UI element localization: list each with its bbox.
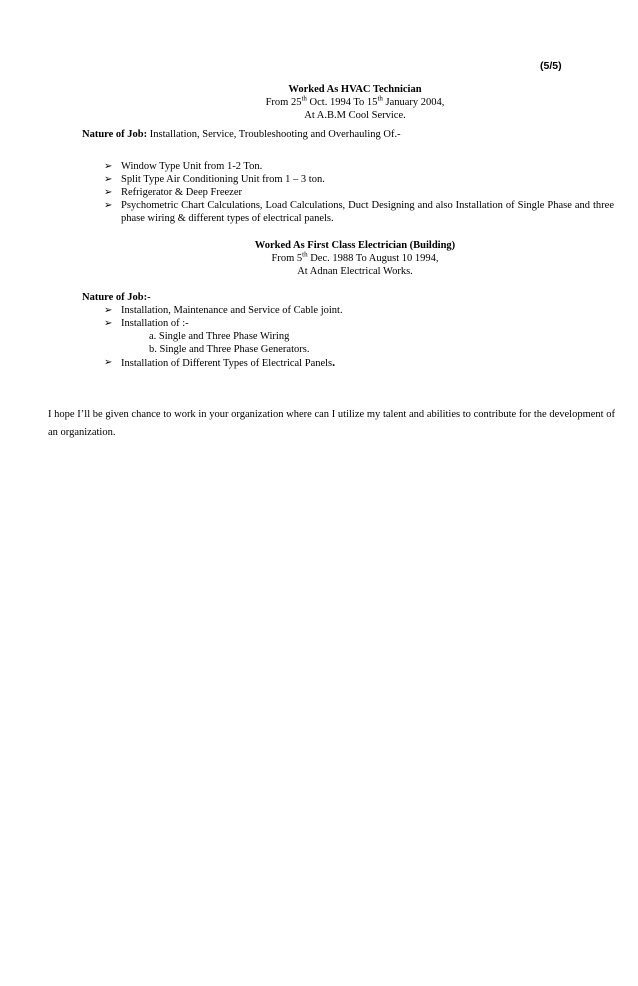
list-item: ➢ Installation, Maintenance and Service of Cable joint. xyxy=(104,305,343,316)
arrowhead-bullet-icon: ➢ xyxy=(104,200,113,211)
list-item: ➢ Window Type Unit from 1-2 Ton. xyxy=(104,161,263,172)
page-number: (5/5) xyxy=(540,60,562,72)
arrowhead-bullet-icon: ➢ xyxy=(104,187,113,198)
arrowhead-bullet-icon: ➢ xyxy=(104,357,113,368)
closing-paragraph: I hope I’ll be given chance to work in your organization where can I utilize my talent and abilities to contribute for the development of an organization. xyxy=(48,409,615,438)
sub-list-item: a. Single and Three Phase Wiring xyxy=(149,331,290,342)
job2-dates: From 5th Dec. 1988 To August 10 1994, xyxy=(271,250,439,264)
job1-duties-list xyxy=(104,160,614,225)
arrowhead-bullet-icon: ➢ xyxy=(104,174,113,185)
list-item: ➢ Refrigerator & Deep Freezer xyxy=(104,187,242,198)
job1-title: Worked As HVAC Technician xyxy=(288,84,422,95)
list-item: ➢ Split Type Air Conditioning Unit from 1 – 3 ton. xyxy=(104,174,325,185)
job1-nature-label: Nature of Job: xyxy=(82,129,148,140)
list-item: ➢ Installation of :- a. Single and Three Phase Wiring b. Single and Three Phase Generators. xyxy=(104,317,614,356)
job2-header xyxy=(150,239,560,278)
job2-nature-label: Nature of Job:- xyxy=(82,292,151,303)
job1-nature-text: Installation, Service, Troubleshooting and Overhauling Of.- xyxy=(147,129,401,140)
job1-dates: From 25th Oct. 1994 To 15th January 2004, xyxy=(265,94,445,108)
sub-list-item: b. Single and Three Phase Generators. xyxy=(149,344,310,355)
job2-duties-list xyxy=(104,304,614,370)
job1-header xyxy=(150,83,560,122)
job1-nature xyxy=(82,128,401,141)
list-item: ➢ Psychometric Chart Calculations, Load Calculations, Duct Designing and also Installation of Single Phase and three phase wiring & different types of electrical panels. xyxy=(104,200,614,224)
job2-sub-list xyxy=(121,330,614,356)
arrowhead-bullet-icon: ➢ xyxy=(104,305,113,316)
list-item: ➢ Installation of Different Types of Electrical Panels. xyxy=(104,355,336,369)
arrowhead-bullet-icon: ➢ xyxy=(104,161,113,172)
job2-company: At Adnan Electrical Works. xyxy=(297,266,413,277)
arrowhead-bullet-icon: ➢ xyxy=(104,318,113,329)
job1-company: At A.B.M Cool Service. xyxy=(304,110,406,121)
job2-title: Worked As First Class Electrician (Building) xyxy=(254,240,456,251)
